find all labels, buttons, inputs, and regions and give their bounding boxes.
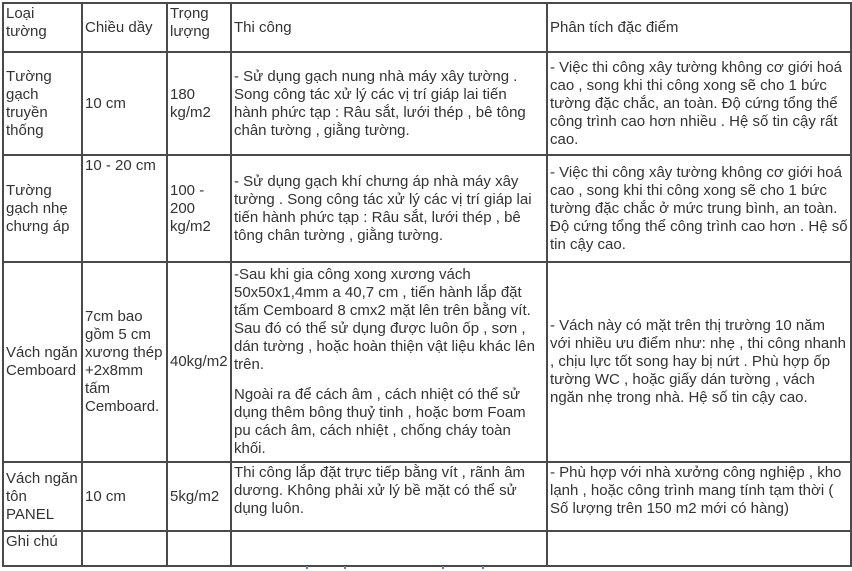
thi-cong-text-extra: Ngoài ra để cách âm , cách nhiệt có thể sử dụng thêm bông thuỷ tinh , hoặc bơm Foam pu cách âm, cách nhiệt , chống cháy toàn khối. [234,386,526,457]
cell-chieu-day: 10 cm [82,462,167,531]
cell-thi-cong [231,462,547,531]
cell-thi-cong [231,262,547,462]
cell-loai-tuong: Tường gạch truyền thống [3,52,82,155]
header-loai-tuong: Loại tường [3,3,82,52]
wall-comparison-table [2,2,852,567]
table-header-row [3,3,851,52]
cell-trong-luong: 180 kg/m2 [167,52,231,155]
cell-phan-tich: - Phù hợp với nhà xưởng công nghiệp , kho lạnh , hoặc công trình mang tính tạm thời ( Số lượng trên 150 m2 mới có hàng) [547,462,851,531]
cell-trong-luong: 100 - 200 kg/m2 [167,155,231,262]
thi-cong-text: - Sử dụng gạch khí chưng áp nhà máy xây tường . Song công tác xử lý các vị trí giáp lai tiến hành phức tạp : Râu sắt, lưới thép , bê tông chân tường , giằng tường. [234,172,532,244]
cell-loai-tuong: Tường gạch nhẹ chưng áp [3,155,82,262]
cell-phan-tich: - Vách này có mặt trên thị trường 10 năm với nhiều ưu điểm như: nhẹ , thi công nhanh , chịu lực tốt song hay bị nứt . Phù hợp ốp tường WC , hoặc giấy dán tường , vách ngăn nhẹ trong nhà. Hệ số tin cậy cao. [547,262,851,462]
cell-chieu-day: 10 cm [82,52,167,155]
thi-cong-text: -Sau khi gia công xong xương vách 50x50x1,4mm a 40,7 cm , tiến hành lắp đặt tấm Cemboard 8 cmx2 mặt lên trên bằng vít. Sau đó có thể sử dụng được luôn ốp , sơn , dán tường , hoặc hoàn thiện vật liệu khác lên trên. [234,266,535,373]
cell-chieu-day: 7cm bao gồm 5 cm xương thép +2x8mm tấm Cemboard. [82,262,167,462]
thi-cong-text: Thi công lắp đặt trực tiếp bằng vít , rãnh âm dương. Không phải xử lý bề mặt có thể sử dụng luôn. [234,464,526,517]
header-thi-cong: Thi công [231,3,547,52]
cell-phan-tich: - Việc thi công xây tường không cơ giới hoá cao , song khi thi công xong sẽ cho 1 bức tường đặc chắc, an toàn. Độ cứng tổng thể công trình cao hơn nhiều . Hệ số tin cậy rất cao. [547,52,851,155]
mark [442,566,444,569]
cell-chieu-day [82,531,167,566]
cell-thi-cong [231,52,547,155]
table-row [3,52,851,155]
cell-phan-tich: - Việc thi công xây tường không cơ giới hoá cao , song khi thi công xong sẽ cho 1 bức tường đặc chắc ở mức trung bình, an toàn. Độ cứng tổng thể công trình cao hơn . Hệ số tin cậy cao. [547,155,851,262]
table-row-note [3,531,851,566]
mark [306,566,308,569]
cell-trong-luong [167,531,231,566]
table-row [3,462,851,531]
header-phan-tich: Phân tích đặc điểm [547,3,851,52]
table-row [3,155,851,262]
clipped-text-marks [300,566,600,571]
mark [482,566,484,569]
mark [344,566,346,569]
cell-trong-luong: 40kg/m2 [167,262,231,462]
header-chieu-day: Chiều dầy [82,3,167,52]
cell-trong-luong: 5kg/m2 [167,462,231,531]
cell-loai-tuong: Vách ngăn Cemboard [3,262,82,462]
cell-phan-tich [547,531,851,566]
cell-thi-cong [231,155,547,262]
thi-cong-text: - Sử dụng gạch nung nhà máy xây tường . Song công tác xử lý các vị trí giáp lai tiến hành phức tạp : Râu sắt, lưới thép , bê tông chân tường , giằng tường. [234,67,526,139]
cell-chieu-day: 10 - 20 cm [82,155,167,262]
cell-thi-cong [231,531,547,566]
cell-ghi-chu-label: Ghi chú [3,531,82,566]
table-row [3,262,851,462]
cell-loai-tuong: Vách ngăn tôn PANEL [3,462,82,531]
header-trong-luong: Trọng lượng [167,3,231,52]
